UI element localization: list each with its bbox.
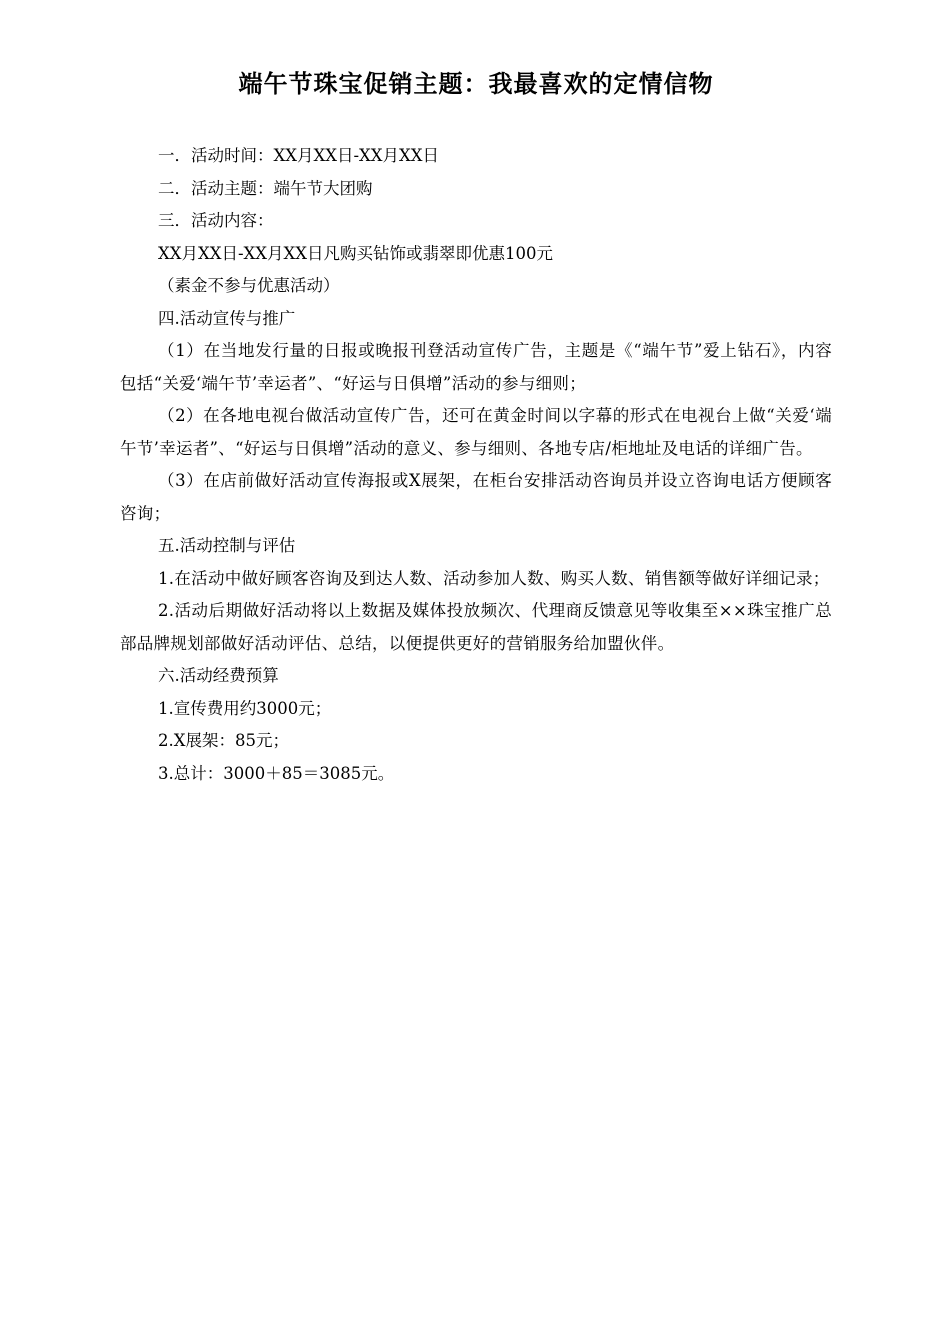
promotion-item-3: （3）在店前做好活动宣传海报或X展架，在柜台安排活动咨询员并设立咨询电话方便顾客咨询； <box>120 471 832 523</box>
promotion-item-1: （1）在当地发行量的日报或晚报刊登活动宣传广告，主题是《“端午节”爱上钻石》，内容包括“关爱‘端午节’幸运者”、“好运与日俱增”活动的参与细则； <box>120 341 832 393</box>
activity-time-line: 一．活动时间：XX月XX日-XX月XX日 <box>158 146 440 165</box>
document-title: 端午节珠宝促销主题：我最喜欢的定情信物 <box>238 69 714 98</box>
budget-heading: 六.活动经费预算 <box>158 666 279 685</box>
promotion-heading: 四.活动宣传与推广 <box>158 308 296 328</box>
activity-content-note: （素金不参与优惠活动） <box>158 276 340 295</box>
activity-content-detail: XX月XX日-XX月XX日凡购买钻饰或翡翠即优惠100元 <box>158 243 554 263</box>
control-item-2: 2.活动后期做好活动将以上数据及媒体投放频次、代理商反馈意见等收集至××珠宝推广总部品牌规划部做好活动评估、总结，以便提供更好的营销服务给加盟伙伴。 <box>120 601 832 653</box>
activity-content-heading: 三．活动内容： <box>158 211 274 230</box>
budget-item-2: 2.X展架：85元； <box>158 731 289 750</box>
control-heading: 五.活动控制与评估 <box>158 536 296 555</box>
activity-theme-line: 二．活动主题：端午节大团购 <box>158 178 373 198</box>
promotion-item-2: （2）在各地电视台做活动宣传广告，还可在黄金时间以字幕的形式在电视台上做“关爱‘端午节’幸运者”、“好运与日俱增”活动的意义、参与细则、各地专店/柜地址及电话的详细广告。 <box>120 406 832 458</box>
budget-item-1: 1.宣传费用约3000元； <box>158 698 332 718</box>
budget-item-3: 3.总计：3000＋85＝3085元。 <box>158 763 395 783</box>
control-item-1: 1.在活动中做好顾客咨询及到达人数、活动参加人数、购买人数、销售额等做好详细记录； <box>158 568 830 588</box>
